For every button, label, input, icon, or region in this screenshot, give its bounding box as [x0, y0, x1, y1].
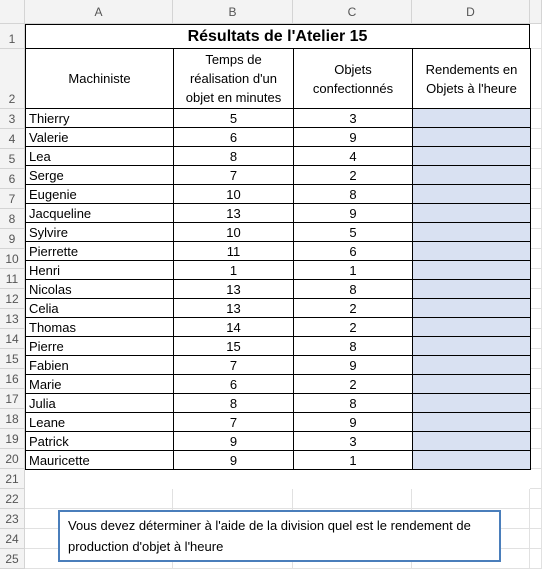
sheet-cell[interactable] [530, 209, 542, 229]
cell-rendement[interactable] [413, 337, 531, 356]
sheet-cell[interactable] [530, 529, 542, 549]
row-header[interactable]: 18 [0, 409, 25, 429]
cell-rendement[interactable] [413, 451, 531, 470]
cell-machiniste[interactable]: Thomas [26, 318, 174, 337]
table-row [26, 204, 531, 223]
cell-machiniste[interactable]: Nicolas [26, 280, 174, 299]
row-header[interactable]: 20 [0, 449, 25, 469]
cell-rendement[interactable] [413, 299, 531, 318]
cell-rendement[interactable] [413, 223, 531, 242]
table-row [26, 166, 531, 185]
row-header[interactable]: 22 [0, 489, 25, 509]
cell-temps[interactable]: 10 [174, 223, 294, 242]
row-header[interactable]: 25 [0, 549, 25, 569]
sheet-cell[interactable] [530, 429, 542, 449]
cell-temps[interactable]: 7 [174, 166, 294, 185]
sheet-cell[interactable] [530, 469, 542, 489]
column-header-b[interactable]: B [173, 0, 293, 24]
cell-rendement[interactable] [413, 375, 531, 394]
row-header[interactable]: 4 [0, 129, 25, 149]
row-header[interactable]: 9 [0, 229, 25, 249]
row-header[interactable]: 13 [0, 309, 25, 329]
sheet-cell[interactable] [530, 229, 542, 249]
table-row [26, 451, 531, 470]
cell-rendement[interactable] [413, 185, 531, 204]
cell-machiniste[interactable]: Jacqueline [26, 204, 174, 223]
table-row [26, 394, 531, 413]
cell-objets[interactable]: 3 [294, 109, 413, 128]
cell-temps[interactable]: 11 [174, 242, 294, 261]
cell-objets[interactable]: 6 [294, 242, 413, 261]
cell-temps[interactable]: 13 [174, 280, 294, 299]
cell-objets[interactable]: 9 [294, 356, 413, 375]
row-header[interactable]: 1 [0, 24, 25, 49]
cell-temps[interactable]: 5 [174, 109, 294, 128]
sheet-cell[interactable] [530, 329, 542, 349]
row-header[interactable]: 24 [0, 529, 25, 549]
cell-rendement[interactable] [413, 204, 531, 223]
cell-rendement[interactable] [413, 261, 531, 280]
header-row [26, 49, 531, 109]
sheet-cell[interactable] [530, 249, 542, 269]
table-row [26, 261, 531, 280]
row-header[interactable]: 16 [0, 369, 25, 389]
sheet-cell[interactable] [530, 49, 542, 109]
table-row [26, 432, 531, 451]
cell-machiniste[interactable]: Serge [26, 166, 174, 185]
instruction-textbox[interactable]: Vous devez déterminer à l'aide de la division quel est le rendement de production d'objet à l'heure [58, 510, 501, 562]
cell-objets[interactable]: 1 [294, 451, 413, 470]
row-header[interactable]: 15 [0, 349, 25, 369]
cell-rendement[interactable] [413, 242, 531, 261]
cell-objets[interactable]: 2 [294, 166, 413, 185]
sheet-cell[interactable] [530, 169, 542, 189]
sheet-title[interactable]: Résultats de l'Atelier 15 [25, 24, 530, 49]
cell-temps[interactable]: 9 [174, 432, 294, 451]
cell-machiniste[interactable]: Marie [26, 375, 174, 394]
row-header[interactable]: 3 [0, 109, 25, 129]
cell-objets[interactable]: 8 [294, 280, 413, 299]
cell-rendement[interactable] [413, 128, 531, 147]
sheet-cell[interactable] [530, 149, 542, 169]
header-objets[interactable]: Objets confectionnés [294, 49, 413, 109]
cell-temps[interactable]: 8 [174, 147, 294, 166]
sheet-cell[interactable] [25, 489, 173, 509]
cell-machiniste[interactable]: Sylvire [26, 223, 174, 242]
cell-temps[interactable]: 10 [174, 185, 294, 204]
cell-rendement[interactable] [413, 147, 531, 166]
sheet-cell[interactable] [530, 269, 542, 289]
cell-machiniste[interactable]: Leane [26, 413, 174, 432]
row-header[interactable]: 10 [0, 249, 25, 269]
cell-objets[interactable]: 2 [294, 318, 413, 337]
row-header[interactable]: 11 [0, 269, 25, 289]
sheet-cell[interactable] [530, 349, 542, 369]
sheet-cell[interactable] [530, 389, 542, 409]
cell-objets[interactable]: 1 [294, 261, 413, 280]
cell-objets[interactable]: 3 [294, 432, 413, 451]
select-all-corner[interactable] [0, 0, 25, 24]
cell-rendement[interactable] [413, 413, 531, 432]
sheet-cell[interactable] [530, 409, 542, 429]
row-header[interactable]: 23 [0, 509, 25, 529]
cell-temps[interactable]: 6 [174, 375, 294, 394]
table-row [26, 299, 531, 318]
cell-machiniste[interactable]: Celia [26, 299, 174, 318]
cell-temps[interactable]: 9 [174, 451, 294, 470]
cell-temps[interactable]: 14 [174, 318, 294, 337]
column-header-d[interactable]: D [412, 0, 530, 24]
cell-objets[interactable]: 5 [294, 223, 413, 242]
cell-rendement[interactable] [413, 280, 531, 299]
sheet-cell[interactable] [293, 489, 412, 509]
sheet-cell[interactable] [530, 24, 542, 49]
table-row [26, 242, 531, 261]
sheet-cell[interactable] [530, 109, 542, 129]
sheet-cell[interactable] [412, 489, 530, 509]
cell-temps[interactable]: 6 [174, 128, 294, 147]
cell-machiniste[interactable]: Pierre [26, 337, 174, 356]
row-header[interactable]: 8 [0, 209, 25, 229]
header-machiniste[interactable]: Machiniste [26, 49, 174, 109]
sheet-cell[interactable] [530, 509, 542, 529]
row-header[interactable]: 17 [0, 389, 25, 409]
row-header[interactable]: 7 [0, 189, 25, 209]
cell-machiniste[interactable]: Mauricette [26, 451, 174, 470]
sheet-cell[interactable] [173, 489, 293, 509]
cell-objets[interactable]: 9 [294, 128, 413, 147]
cell-temps[interactable]: 7 [174, 413, 294, 432]
cell-objets[interactable]: 8 [294, 394, 413, 413]
cell-rendement[interactable] [413, 356, 531, 375]
cell-rendement[interactable] [413, 166, 531, 185]
cell-machiniste[interactable]: Valerie [26, 128, 174, 147]
row-header[interactable]: 6 [0, 169, 25, 189]
sheet-cell[interactable] [530, 129, 542, 149]
header-temps[interactable]: Temps de réalisation d'un objet en minutes [174, 49, 294, 109]
table-row [26, 356, 531, 375]
sheet-cell[interactable] [530, 449, 542, 469]
cell-machiniste[interactable]: Julia [26, 394, 174, 413]
cell-rendement[interactable] [413, 394, 531, 413]
sheet-cell[interactable] [530, 369, 542, 389]
cell-machiniste[interactable]: Thierry [26, 109, 174, 128]
cell-machiniste[interactable]: Pierrette [26, 242, 174, 261]
cell-objets[interactable]: 9 [294, 413, 413, 432]
table-row [26, 375, 531, 394]
cell-objets[interactable]: 8 [294, 337, 413, 356]
table-row [26, 280, 531, 299]
cell-objets[interactable]: 2 [294, 299, 413, 318]
cell-machiniste[interactable]: Henri [26, 261, 174, 280]
sheet-cell[interactable] [530, 189, 542, 209]
sheet-cell[interactable] [530, 489, 542, 509]
table-row [26, 147, 531, 166]
table-row [26, 223, 531, 242]
cell-rendement[interactable] [413, 432, 531, 451]
table-row [26, 413, 531, 432]
sheet-cell[interactable] [530, 309, 542, 329]
row-header[interactable]: 2 [0, 49, 25, 109]
table-row [26, 337, 531, 356]
cell-machiniste[interactable]: Fabien [26, 356, 174, 375]
cell-temps[interactable]: 13 [174, 204, 294, 223]
table-row [26, 128, 531, 147]
cell-temps[interactable]: 7 [174, 356, 294, 375]
cell-objets[interactable]: 8 [294, 185, 413, 204]
cell-temps[interactable]: 8 [174, 394, 294, 413]
cell-objets[interactable]: 9 [294, 204, 413, 223]
column-header-e[interactable] [530, 0, 542, 24]
row-header[interactable]: 21 [0, 469, 25, 489]
table-row [26, 318, 531, 337]
column-header-c[interactable]: C [293, 0, 412, 24]
row-header[interactable]: 5 [0, 149, 25, 169]
cell-temps[interactable]: 15 [174, 337, 294, 356]
row-header[interactable]: 14 [0, 329, 25, 349]
cell-temps[interactable]: 13 [174, 299, 294, 318]
table-row [26, 185, 531, 204]
cell-machiniste[interactable]: Patrick [26, 432, 174, 451]
cell-objets[interactable]: 2 [294, 375, 413, 394]
cell-machiniste[interactable]: Lea [26, 147, 174, 166]
column-header-a[interactable]: A [25, 0, 173, 24]
cell-objets[interactable]: 4 [294, 147, 413, 166]
header-rendements[interactable]: Rendements en Objets à l'heure [413, 49, 531, 109]
table-row [26, 109, 531, 128]
cell-rendement[interactable] [413, 109, 531, 128]
cell-machiniste[interactable]: Eugenie [26, 185, 174, 204]
sheet-cell[interactable] [530, 549, 542, 569]
sheet-cell[interactable] [530, 289, 542, 309]
row-header[interactable]: 19 [0, 429, 25, 449]
results-table [25, 48, 531, 470]
cell-rendement[interactable] [413, 318, 531, 337]
cell-temps[interactable]: 1 [174, 261, 294, 280]
row-header[interactable]: 12 [0, 289, 25, 309]
